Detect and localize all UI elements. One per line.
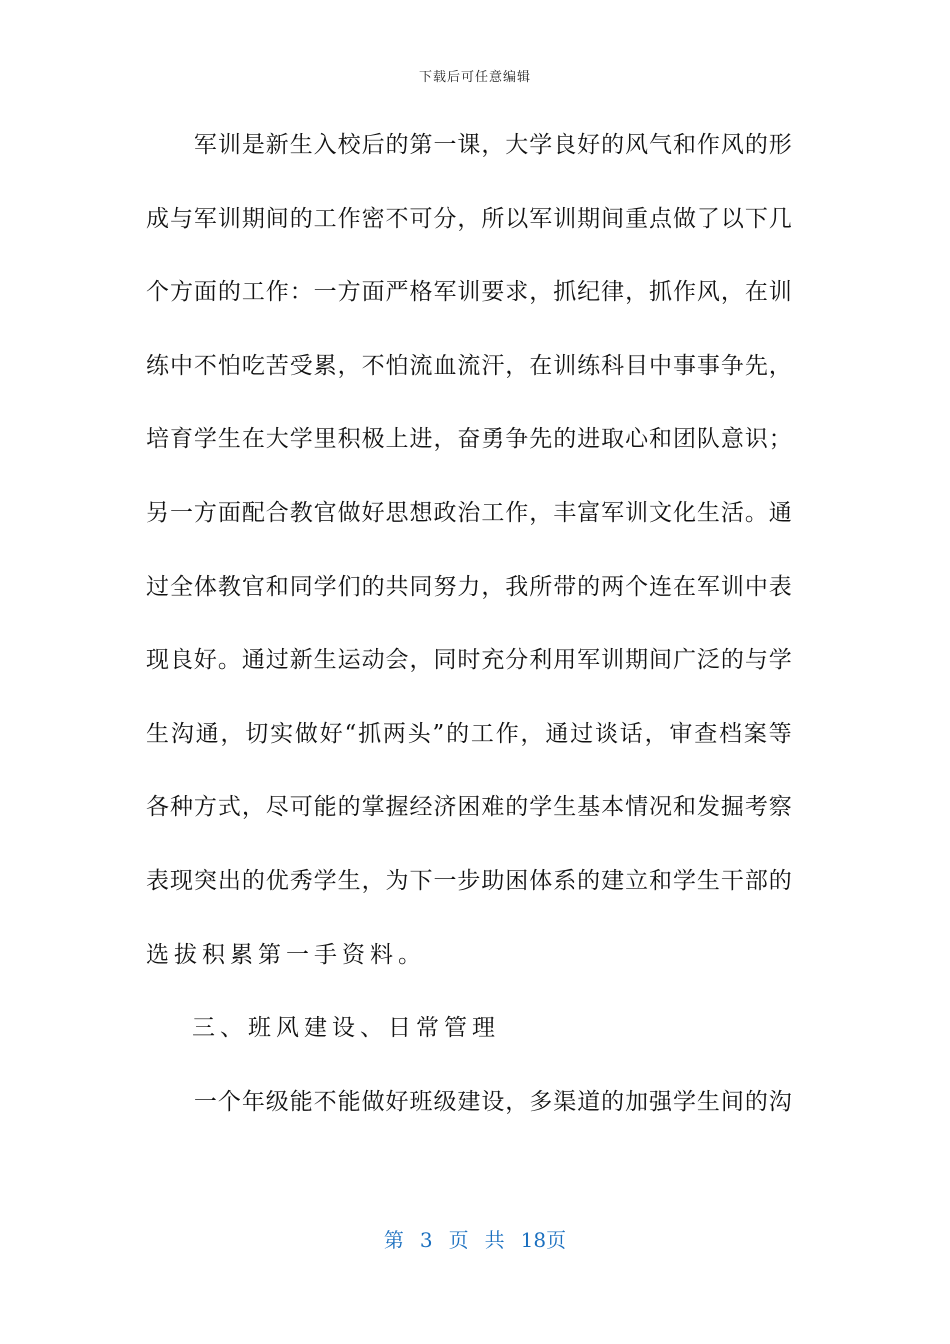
paragraph-line: 选拔积累第一手资料。 [146, 941, 426, 968]
paragraph-line: 表 现 突 出 的 优 秀 学 生 ， 为 下 一 步 助 困 体 系 的 建 立 和 学 生 干 部 的 [146, 867, 792, 894]
page-footer [0, 1224, 950, 1253]
paragraph-line: 军 训 是 新 生 入 校 后 的 第 一 课 ， 大 学 良 好 的 风 气 和 作 风 的 形 [193, 132, 792, 158]
document-body [146, 124, 792, 1154]
paragraph-line: 成 与 军 训 期 间 的 工 作 密 不 可 分 ， 所 以 军 训 期 间 重 点 做 了 以 下 几 [146, 205, 792, 232]
footer-label-page: 第 [383, 1228, 404, 1252]
footer-total-pages: 18页 [520, 1228, 567, 1252]
footer-label-total: 共 [484, 1228, 505, 1252]
paragraph-line: 个 方 面 的 工 作 ： 一 方 面 严 格 军 训 要 求 ， 抓 纪 律 ， 抓 作 风 ， 在 训 [146, 279, 792, 306]
paragraph-line: 培 育 学 生 在 大 学 里 积 极 上 进 ， 奋 勇 争 先 的 进 取 心 和 团 队 意 识 ； [146, 426, 792, 453]
paragraph-line: 练 中 不 怕 吃 苦 受 累 ， 不 怕 流 血 流 汗 ， 在 训 练 科 目 中 事 事 争 先 ， [146, 352, 792, 379]
paragraph-line: 过 全 体 教 官 和 同 学 们 的 共 同 努 力 ， 我 所 带 的 两 个 连 在 军 训 中 表 [146, 573, 792, 600]
section-heading: 三、班风建设、日常管理 [192, 1015, 500, 1042]
paragraph-line: 一 个 年 级 能 不 能 做 好 班 级 建 设 ， 多 渠 道 的 加 强 学 生 间 的 沟 [193, 1088, 792, 1115]
paragraph-line: 各 种 方 式 ， 尽 可 能 的 掌 握 经 济 困 难 的 学 生 基 本 情 况 和 发 掘 考 察 [146, 794, 792, 821]
paragraph-line: 另 一 方 面 配 合 教 官 做 好 思 想 政 治 工 作 ， 丰 富 军 训 文 化 生 活 。 通 [146, 499, 792, 526]
footer-label-unit: 页 [448, 1228, 469, 1252]
paragraph-line: 生 沟 通 ， 切 实 做 好 “ 抓 两 头 ” 的 工 作 ， 通 过 谈 话 ， 审 查 档 案 等 [146, 720, 792, 747]
paragraph-line: 现 良 好 。 通 过 新 生 运 动 会 ， 同 时 充 分 利 用 军 训 期 间 广 泛 的 与 学 [146, 647, 792, 674]
header-note: 下载后可任意编辑 [418, 70, 531, 85]
footer-current-page: 3 [419, 1228, 433, 1252]
